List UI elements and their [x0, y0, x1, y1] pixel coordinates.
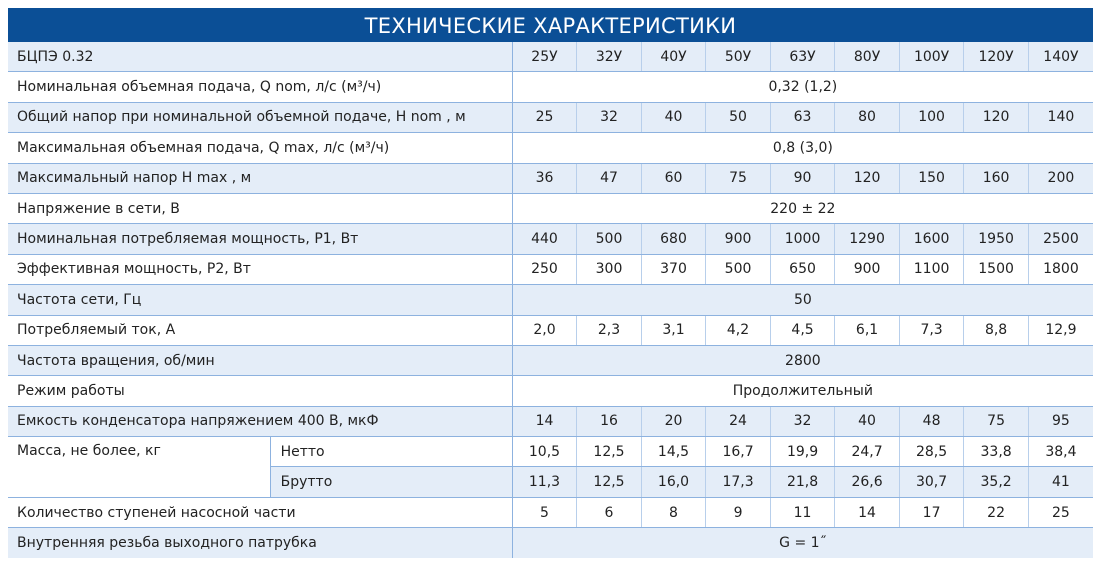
model-header: 32У [577, 42, 642, 72]
value-cell: 40 [641, 102, 706, 132]
value-cell: 32 [577, 102, 642, 132]
row-label: Эффективная мощность, P2, Вт [8, 254, 512, 284]
value-cell: 1290 [835, 224, 900, 254]
row-label: Режим работы [8, 376, 512, 406]
value-cell: 100 [899, 102, 964, 132]
value-cell: 4,5 [770, 315, 835, 345]
spec-table [8, 42, 1093, 558]
model-header: 25У [512, 42, 577, 72]
value-cell: 11,3 [512, 467, 577, 497]
value-cell: 24 [706, 406, 771, 436]
value-cell: 95 [1028, 406, 1093, 436]
value-cell: 6 [577, 497, 642, 527]
table-row [8, 254, 1093, 284]
value-cell: 21,8 [770, 467, 835, 497]
table-row [8, 406, 1093, 436]
row-label: Внутренняя резьба выходного патрубка [8, 528, 512, 558]
model-header: 140У [1028, 42, 1093, 72]
value-cell: 140 [1028, 102, 1093, 132]
mass-net-label: Нетто [270, 437, 512, 467]
value-cell: 2500 [1028, 224, 1093, 254]
value-cell: 26,6 [835, 467, 900, 497]
value-cell: 41 [1028, 467, 1093, 497]
value-cell: 1950 [964, 224, 1029, 254]
value-cell: 300 [577, 254, 642, 284]
row-label: Потребляемый ток, А [8, 315, 512, 345]
value-cell: 36 [512, 163, 577, 193]
value-cell: 4,2 [706, 315, 771, 345]
value-cell: 47 [577, 163, 642, 193]
value-cell: 28,5 [899, 437, 964, 467]
value-cell: 90 [770, 163, 835, 193]
model-header: 50У [706, 42, 771, 72]
row-label: Максимальная объемная подача, Q max, л/с (м³/ч) [8, 133, 512, 163]
table-title: ТЕХНИЧЕСКИЕ ХАРАКТЕРИСТИКИ [8, 8, 1093, 42]
value-cell: 48 [899, 406, 964, 436]
value-cell: 9 [706, 497, 771, 527]
value-cell: 10,5 [512, 437, 577, 467]
row-label: Количество ступеней насосной части [8, 497, 512, 527]
value-cell: 22 [964, 497, 1029, 527]
merged-value: Продолжительный [512, 376, 1093, 406]
value-cell: 120 [835, 163, 900, 193]
value-cell: 75 [964, 406, 1029, 436]
mass-gross-label: Брутто [270, 467, 512, 497]
value-cell: 2,3 [577, 315, 642, 345]
value-cell: 25 [1028, 497, 1093, 527]
value-cell: 7,3 [899, 315, 964, 345]
table-row [8, 528, 1093, 558]
mass-label: Масса, не более, кг [8, 437, 270, 498]
table-row [8, 72, 1093, 102]
row-label: Частота сети, Гц [8, 285, 512, 315]
model-header: 40У [641, 42, 706, 72]
value-cell: 24,7 [835, 437, 900, 467]
table-row [8, 163, 1093, 193]
value-cell: 1800 [1028, 254, 1093, 284]
value-cell: 500 [577, 224, 642, 254]
table-row [8, 133, 1093, 163]
value-cell: 12,5 [577, 437, 642, 467]
table-row [8, 437, 1093, 467]
table-row [8, 42, 1093, 72]
merged-value: 0,32 (1,2) [512, 72, 1093, 102]
value-cell: 120 [964, 102, 1029, 132]
value-cell: 1600 [899, 224, 964, 254]
value-cell: 12,5 [577, 467, 642, 497]
spec-table-container [8, 8, 1093, 558]
value-cell: 250 [512, 254, 577, 284]
value-cell: 440 [512, 224, 577, 254]
table-row [8, 315, 1093, 345]
table-row [8, 193, 1093, 223]
value-cell: 500 [706, 254, 771, 284]
value-cell: 370 [641, 254, 706, 284]
value-cell: 17 [899, 497, 964, 527]
table-row [8, 285, 1093, 315]
value-cell: 35,2 [964, 467, 1029, 497]
value-cell: 14,5 [641, 437, 706, 467]
value-cell: 16 [577, 406, 642, 436]
value-cell: 2,0 [512, 315, 577, 345]
value-cell: 32 [770, 406, 835, 436]
table-row [8, 376, 1093, 406]
value-cell: 1100 [899, 254, 964, 284]
value-cell: 30,7 [899, 467, 964, 497]
value-cell: 80 [835, 102, 900, 132]
value-cell: 17,3 [706, 467, 771, 497]
value-cell: 8 [641, 497, 706, 527]
merged-value: 220 ± 22 [512, 193, 1093, 223]
model-header: 63У [770, 42, 835, 72]
value-cell: 900 [706, 224, 771, 254]
value-cell: 19,9 [770, 437, 835, 467]
value-cell: 50 [706, 102, 771, 132]
value-cell: 16,0 [641, 467, 706, 497]
value-cell: 38,4 [1028, 437, 1093, 467]
value-cell: 1000 [770, 224, 835, 254]
value-cell: 63 [770, 102, 835, 132]
row-label: Частота вращения, об/мин [8, 345, 512, 375]
merged-value: 0,8 (3,0) [512, 133, 1093, 163]
row-label: Общий напор при номинальной объемной подаче, H nom , м [8, 102, 512, 132]
value-cell: 650 [770, 254, 835, 284]
row-label: Напряжение в сети, В [8, 193, 512, 223]
value-cell: 40 [835, 406, 900, 436]
row-label: Максимальный напор H max , м [8, 163, 512, 193]
value-cell: 680 [641, 224, 706, 254]
value-cell: 160 [964, 163, 1029, 193]
value-cell: 900 [835, 254, 900, 284]
value-cell: 20 [641, 406, 706, 436]
value-cell: 11 [770, 497, 835, 527]
value-cell: 5 [512, 497, 577, 527]
value-cell: 3,1 [641, 315, 706, 345]
value-cell: 16,7 [706, 437, 771, 467]
value-cell: 33,8 [964, 437, 1029, 467]
row-label: Емкость конденсатора напряжением 400 В, мкФ [8, 406, 512, 436]
model-header: 120У [964, 42, 1029, 72]
table-row [8, 497, 1093, 527]
value-cell: 200 [1028, 163, 1093, 193]
merged-value: G = 1˝ [512, 528, 1093, 558]
value-cell: 14 [835, 497, 900, 527]
model-header: 100У [899, 42, 964, 72]
table-row [8, 224, 1093, 254]
model-label: БЦПЭ 0.32 [8, 42, 512, 72]
value-cell: 6,1 [835, 315, 900, 345]
table-row [8, 102, 1093, 132]
value-cell: 1500 [964, 254, 1029, 284]
value-cell: 8,8 [964, 315, 1029, 345]
table-row [8, 345, 1093, 375]
value-cell: 14 [512, 406, 577, 436]
row-label: Номинальная потребляемая мощность, P1, Вт [8, 224, 512, 254]
model-header: 80У [835, 42, 900, 72]
value-cell: 150 [899, 163, 964, 193]
value-cell: 60 [641, 163, 706, 193]
value-cell: 75 [706, 163, 771, 193]
merged-value: 50 [512, 285, 1093, 315]
value-cell: 25 [512, 102, 577, 132]
merged-value: 2800 [512, 345, 1093, 375]
row-label: Номинальная объемная подача, Q nom, л/с (м³/ч) [8, 72, 512, 102]
value-cell: 12,9 [1028, 315, 1093, 345]
